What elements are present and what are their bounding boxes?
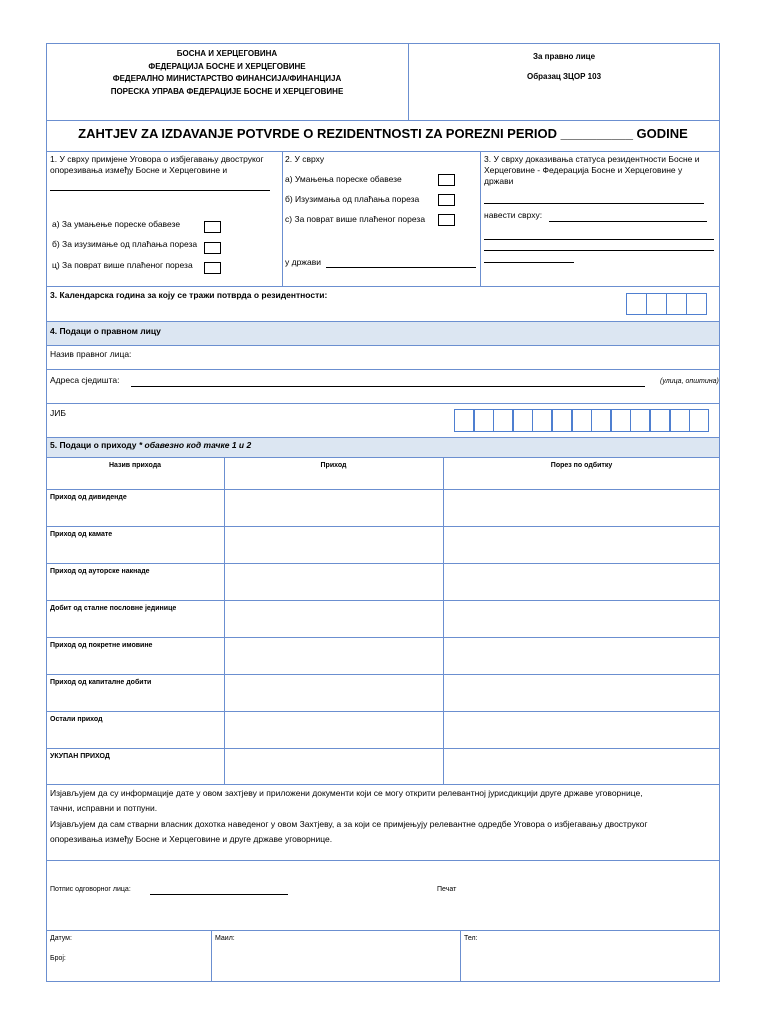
jib-digit-box[interactable] [552,409,572,432]
divider [480,151,481,286]
divider [46,563,720,564]
stamp-label: Печат [437,886,457,893]
signature-label: Потпис одговорног лица: [50,886,131,893]
country-field[interactable] [50,190,270,191]
divider [46,151,720,152]
form-audience: За правно лице [532,52,596,61]
legal-name-label: Назив правног лица: [50,349,132,359]
section3-line2: Херцеговине - Федерација Босне и Херцеговине у [484,165,683,175]
section3-line3: држави [484,176,514,186]
section2-option-a: а) Умањења пореске обавезе [285,174,402,184]
jib-digit-box[interactable] [474,409,494,432]
income-heading-text: 5. Подаци о приходу [50,440,137,450]
divider [46,930,720,931]
section2-checkbox-a[interactable] [438,174,455,186]
divider [46,457,720,458]
section1-option-c: ц) За поврат више плаћеног пореза [52,260,193,270]
jib-digit-box[interactable] [630,409,650,432]
section2-option-c: c) За поврат више плаћеног пореза [285,214,426,224]
section3-line1: 3. У сврху доказивања статуса резидентности Босне и [484,154,700,164]
section2-country-field[interactable] [326,267,476,268]
address-field[interactable] [131,386,645,387]
divider [46,489,720,490]
jib-digit-box[interactable] [454,409,474,432]
number-label: Број: [50,955,66,962]
section2-heading: 2. У сврху [285,154,325,164]
page-title: ZAHTJEV ZA IZDAVANJE POTVRDE O REZIDENTNOSTI ZA POREZNI PERIOD __________ GODINE [78,126,688,141]
jib-digit-box[interactable] [513,409,533,432]
section3-purpose-label: навести сврху: [484,210,543,220]
divider [46,860,720,861]
issuer-line: БОСНА И ХЕРЦЕГОВИНА [176,49,278,58]
section3-country-field[interactable] [484,203,704,204]
jib-digit-box[interactable] [670,409,690,432]
divider [46,674,720,675]
column-header-withholding-tax: Порез по одбитку [550,462,613,469]
row-label-movable-property: Приход од покретне имовине [50,642,153,649]
divider [46,403,720,404]
declaration-line: опорезивања између Босне и Херцеговине и друге државе уговорнице. [50,834,333,844]
row-label-permanent-establishment: Добит од сталне пословне јединице [50,605,177,612]
jib-digit-box[interactable] [532,409,552,432]
year-digit-box[interactable] [666,293,687,315]
form-code: Образац ЗЦОР 103 [526,72,602,81]
issuer-line: ПОРЕСКА УПРАВА ФЕДЕРАЦИЈЕ БОСНЕ И ХЕРЦЕГОВИНЕ [110,86,344,96]
jib-digit-box[interactable] [611,409,631,432]
row-label-other-income: Остали приход [50,716,103,723]
phone-label: Тел: [464,935,478,942]
year-digit-box[interactable] [646,293,667,315]
year-digit-box[interactable] [686,293,707,315]
divider [211,930,212,982]
mail-label: Маил: [215,935,235,942]
section2-checkbox-c[interactable] [438,214,455,226]
calendar-year-label: 3. Календарска година за коју се тражи потврда о резидентности: [50,290,328,300]
divider [46,286,720,287]
jib-digit-box[interactable] [493,409,513,432]
divider [46,526,720,527]
jib-label: ЈИБ [50,408,66,418]
section3-purpose-line[interactable] [484,250,714,251]
row-label-royalties: Приход од ауторске накнаде [50,568,150,575]
section1-option-b: б) За изузимање од плаћања пореза [52,239,198,249]
divider [224,457,225,784]
row-label-interest: Приход од камате [50,531,113,538]
section3-purpose-line[interactable] [484,239,714,240]
issuer-line: ФЕДЕРАЦИЈА БОСНЕ И ХЕРЦЕГОВИНЕ [148,61,306,71]
divider [46,600,720,601]
row-label-capital-gains: Приход од капиталне добити [50,679,152,686]
address-hint: (улица, општина) [660,378,719,385]
section1-checkbox-b[interactable] [204,242,221,254]
date-label: Датум: [50,935,72,942]
jib-digit-box[interactable] [591,409,611,432]
section1-line2: опорезивања између Босне и Херцеговине и [50,165,228,175]
declaration-line: Изјављујем да сам стварни власник дохотка наведеног у овом Захтјеву, а за који се примјењују релевантне одредбе Уговора о избјегавању двоструког [50,819,648,829]
jib-digit-box[interactable] [689,409,709,432]
section1-checkbox-c[interactable] [204,262,221,274]
divider [46,711,720,712]
divider [46,784,720,785]
divider [46,345,720,346]
row-label-dividends: Приход од дивиденде [50,494,127,501]
year-digit-box[interactable] [626,293,647,315]
section1-checkbox-a[interactable] [204,221,221,233]
divider [46,120,720,121]
declaration-line: тачни, исправни и потпуни. [50,803,158,813]
divider [460,930,461,982]
section2-option-b: б) Изузимања од плаћања пореза [285,194,420,204]
income-heading [50,441,251,451]
row-label-total-income: УКУПАН ПРИХОД [50,753,110,760]
issuer-block [46,48,408,98]
jib-digit-box[interactable] [572,409,592,432]
divider [46,748,720,749]
address-label: Адреса сједишта: [50,375,120,385]
divider [282,151,283,286]
section2-country-label: у држави [285,257,321,267]
divider [46,369,720,370]
column-header-income-name: Назив прихода [108,462,162,469]
section1-line1: 1. У сврху примјене Уговора о избјегавању двоструког [50,154,264,164]
declaration-line: Изјављујем да су информације дате у овом захтјеву и приложени документи који се могу открити релевантној јурисдикцији друге државе уговорнице, [50,788,643,798]
section3-purpose-field[interactable] [549,221,707,222]
divider [443,457,444,784]
section3-purpose-line[interactable] [484,262,574,263]
jib-digit-box[interactable] [650,409,670,432]
section2-checkbox-b[interactable] [438,194,455,206]
column-header-income: Приход [320,462,347,469]
signature-field[interactable] [150,894,288,895]
income-heading-note: * обавезно код тачке 1 и 2 [138,440,252,450]
legal-entity-heading: 4. Подаци о правном лицу [50,326,161,336]
issuer-line: ФЕДЕРАЛНО МИНИСТАРСТВО ФИНАНСИЈА/ФИНАНЦИЈА [112,74,342,83]
section1-option-a: а) За умањење пореске обавезе [52,219,181,229]
divider [46,637,720,638]
